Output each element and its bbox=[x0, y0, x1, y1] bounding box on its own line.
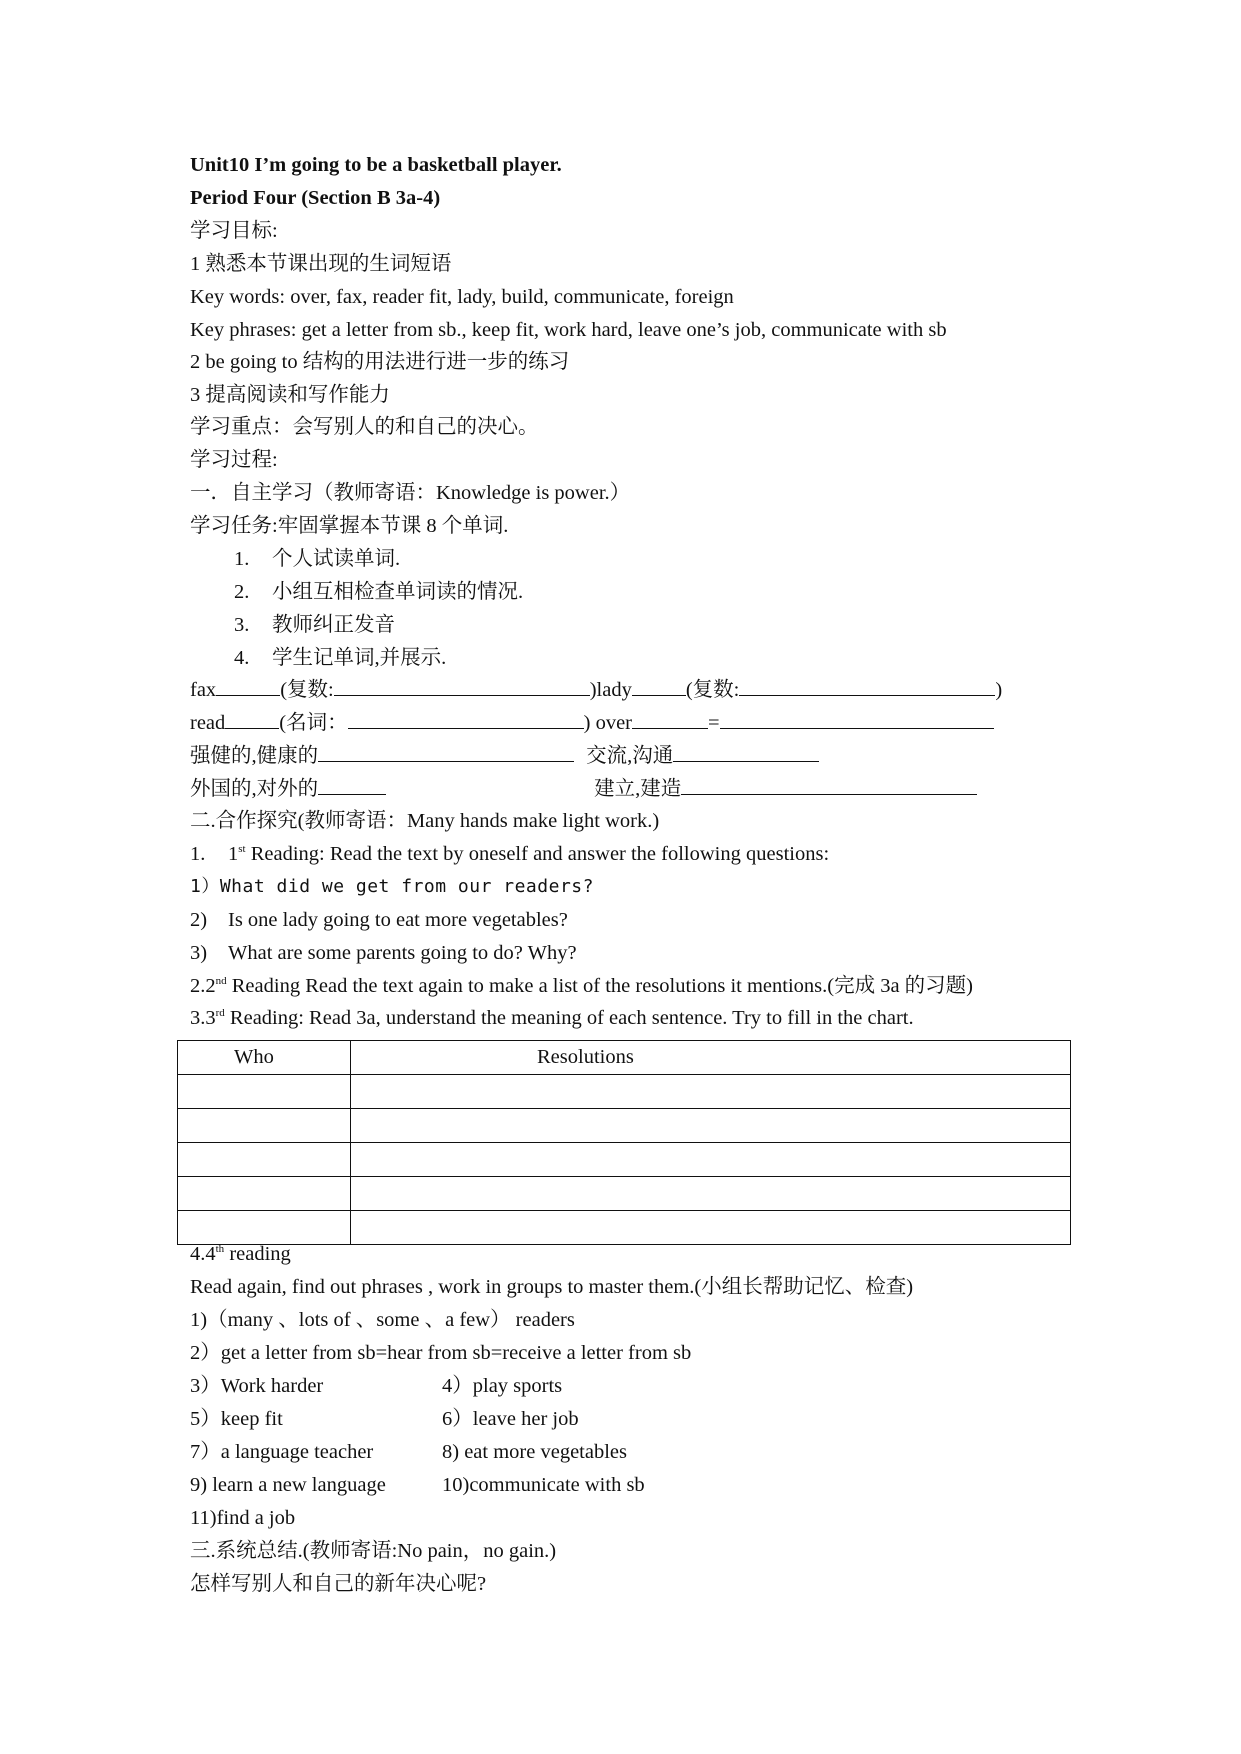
blank-fit[interactable] bbox=[318, 741, 574, 762]
key-words: Key words: over, fax, reader fit, lady, build, communicate, foreign bbox=[190, 286, 734, 308]
phrase-6: 6）leave her job bbox=[442, 1408, 579, 1430]
blank-build[interactable] bbox=[681, 774, 977, 795]
table-row bbox=[178, 1109, 1071, 1143]
table-row bbox=[178, 1211, 1071, 1245]
goal-3: 3 提高阅读和写作能力 bbox=[190, 384, 390, 406]
phrase-4: 4）play sports bbox=[442, 1375, 563, 1397]
resolution-cell[interactable] bbox=[351, 1075, 1071, 1109]
blank-foreign[interactable] bbox=[318, 774, 386, 795]
resolution-cell[interactable] bbox=[351, 1109, 1071, 1143]
blank-read[interactable] bbox=[225, 708, 279, 729]
goal-2: 2 be going to 结构的用法进行进一步的练习 bbox=[190, 351, 570, 373]
phrase-5: 5）keep fit bbox=[190, 1408, 283, 1430]
goals-heading: 学习目标: bbox=[190, 220, 278, 242]
resolution-cell[interactable] bbox=[351, 1211, 1071, 1245]
process-heading: 学习过程: bbox=[190, 449, 278, 471]
who-cell[interactable] bbox=[178, 1075, 351, 1109]
blank-read-noun[interactable] bbox=[348, 708, 584, 729]
step-item: 3. 教师纠正发音 bbox=[234, 614, 395, 636]
phrase-8: 8) eat more vegetables bbox=[442, 1441, 627, 1463]
reading-3: 3.3rd Reading: Read 3a, understand the meaning of each sentence. Try to fill in the chart. bbox=[190, 1007, 914, 1029]
period-subtitle: Period Four (Section B 3a-4) bbox=[190, 187, 441, 209]
blank-over-synonym[interactable] bbox=[720, 708, 994, 729]
table-row bbox=[178, 1177, 1071, 1211]
phrase-3: 3）Work harder bbox=[190, 1375, 324, 1397]
fill-line-1: fax (复数: )lady (复数: ) bbox=[190, 675, 1002, 705]
worksheet-title: Unit10 I’m going to be a basketball player. bbox=[190, 154, 562, 176]
phrase-1: 1)（many 、lots of 、some 、a few） readers bbox=[190, 1309, 575, 1331]
blank-lady[interactable] bbox=[632, 675, 686, 696]
phrase-10: 10)communicate with sb bbox=[442, 1474, 645, 1496]
part1-heading: 一．自主学习（教师寄语：Knowledge is power.） bbox=[190, 482, 631, 504]
table-row bbox=[178, 1143, 1071, 1177]
fill-line-2: read (名词： ) over = bbox=[190, 708, 994, 738]
blank-fax-plural[interactable] bbox=[334, 675, 590, 696]
blank-lady-plural[interactable] bbox=[739, 675, 995, 696]
who-cell[interactable] bbox=[178, 1109, 351, 1143]
header-resolutions: Resolutions bbox=[351, 1041, 1071, 1075]
step-item: 2. 小组互相检查单词读的情况. bbox=[234, 581, 524, 603]
who-cell[interactable] bbox=[178, 1211, 351, 1245]
key-phrases: Key phrases: get a letter from sb., keep fit, work hard, leave one’s job, communicate with sb bbox=[190, 319, 947, 341]
phrase-9: 9) learn a new language bbox=[190, 1474, 386, 1496]
phrase-7: 7）a language teacher bbox=[190, 1441, 374, 1463]
reading-4-instruction: Read again, find out phrases , work in groups to master them.(小组长帮助记忆、检查) bbox=[190, 1276, 914, 1298]
reading-2: 2.2nd Reading Read the text again to make a list of the resolutions it mentions.(完成 3a 的习题) bbox=[190, 975, 974, 997]
question-1: 1）What did we get from our readers? bbox=[190, 876, 594, 897]
resolution-cell[interactable] bbox=[351, 1177, 1071, 1211]
step-item: 1. 个人试读单词. bbox=[234, 548, 401, 570]
question-2: 2) Is one lady going to eat more vegetables? bbox=[190, 909, 568, 931]
header-who: Who bbox=[178, 1041, 351, 1075]
blank-over[interactable] bbox=[632, 708, 708, 729]
goal-1: 1 熟悉本节课出现的生词短语 bbox=[190, 253, 452, 275]
learning-focus: 学习重点：会写别人的和自己的决心。 bbox=[190, 416, 539, 438]
phrase-2: 2）get a letter from sb=hear from sb=receive a letter from sb bbox=[190, 1342, 692, 1364]
question-3: 3) What are some parents going to do? Why? bbox=[190, 942, 577, 964]
table-header-row bbox=[178, 1041, 1071, 1075]
resolutions-table bbox=[177, 1040, 1071, 1245]
reading-1: 1. 1st Reading: Read the text by oneself and answer the following questions: bbox=[190, 843, 830, 865]
part3-heading: 三.系统总结.(教师寄语:No pain，no gain.) bbox=[190, 1540, 557, 1562]
reading-4: 4.4th reading bbox=[190, 1243, 291, 1265]
part1-task: 学习任务:牢固掌握本节课 8 个单词. bbox=[190, 515, 509, 537]
fill-line-4: 外国的,对外的 建立,建造 bbox=[190, 774, 977, 804]
blank-fax[interactable] bbox=[216, 675, 280, 696]
who-cell[interactable] bbox=[178, 1143, 351, 1177]
phrase-11: 11)find a job bbox=[190, 1507, 296, 1529]
resolution-cell[interactable] bbox=[351, 1143, 1071, 1177]
part3-question: 怎样写别人和自己的新年决心呢? bbox=[190, 1573, 487, 1595]
who-cell[interactable] bbox=[178, 1177, 351, 1211]
step-item: 4. 学生记单词,并展示. bbox=[234, 647, 447, 669]
fill-line-3: 强健的,健康的 交流,沟通 bbox=[190, 741, 819, 771]
part2-heading: 二.合作探究(教师寄语：Many hands make light work.) bbox=[190, 810, 660, 832]
table-row bbox=[178, 1075, 1071, 1109]
blank-communicate[interactable] bbox=[673, 741, 819, 762]
